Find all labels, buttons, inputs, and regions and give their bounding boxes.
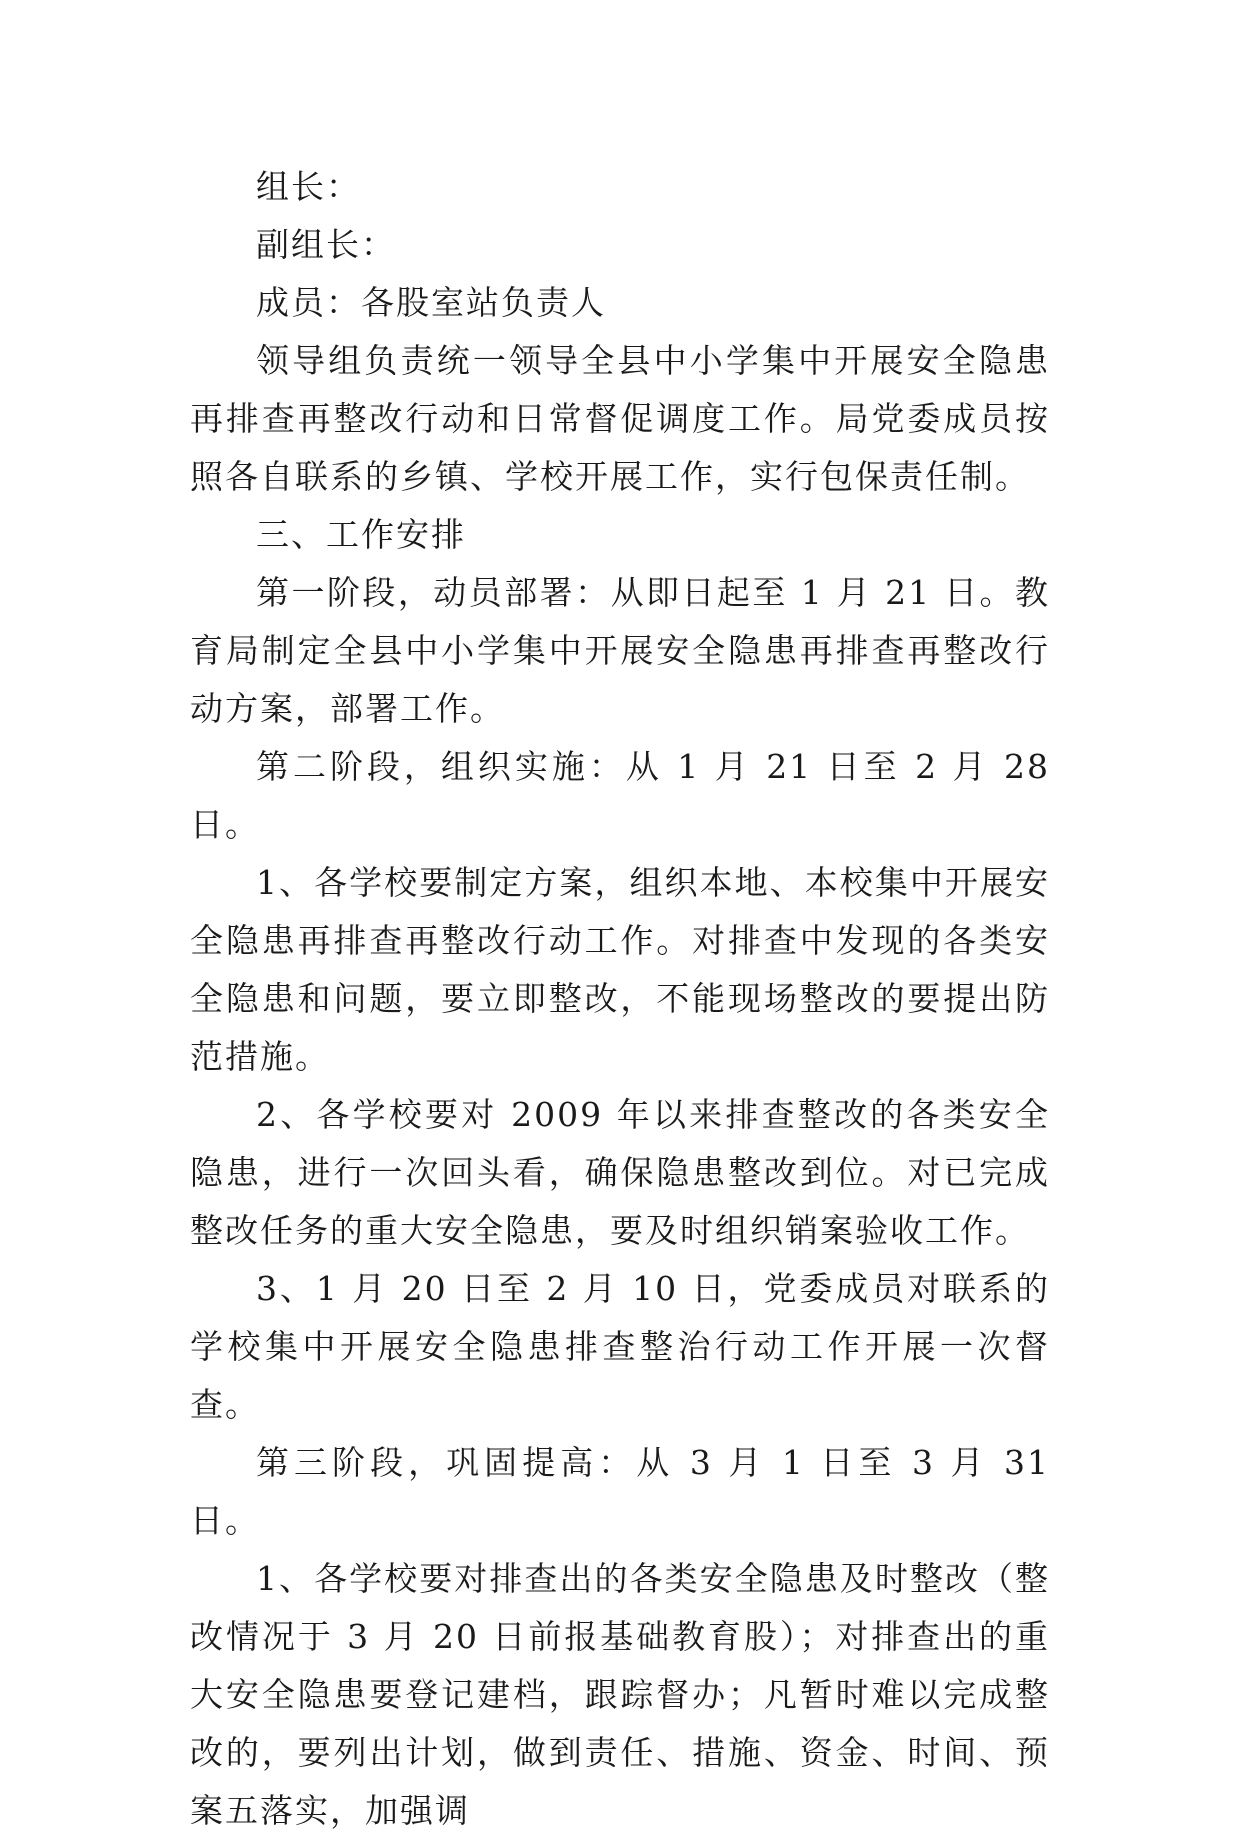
paragraph-phase-two-item-3: 3、1 月 20 日至 2 月 10 日，党委成员对联系的学校集中开展安全隐患排查整治行动工作开展一次督查。: [190, 1269, 1050, 1424]
paragraph-leadership-duty: 领导组负责统一领导全县中小学集中开展安全隐患再排查再整改行动和日常督促调度工作。局党委成员按照各自联系的乡镇、学校开展工作，实行包保责任制。: [190, 341, 1050, 496]
paragraph-phase-two-item-1: 1、各学校要制定方案，组织本地、本校集中开展安全隐患再排查再整改行动工作。对排查中发现的各类安全隐患和问题，要立即整改，不能现场整改的要提出防范措施。: [190, 863, 1050, 1076]
document-body: [190, 158, 1050, 1840]
paragraph-phase-two-item-2: 2、各学校要对 2009 年以来排查整改的各类安全隐患，进行一次回头看，确保隐患整改到位。对已完成整改任务的重大安全隐患，要及时组织销案验收工作。: [190, 1095, 1050, 1250]
paragraph-team-leader: 组长：: [256, 167, 361, 206]
section-heading-work-arrangement: 三、工作安排: [256, 515, 466, 554]
paragraph-phase-three-item-1: 1、各学校要对排查出的各类安全隐患及时整改（整改情况于 3 月 20 日前报基础教育股）；对排查出的重大安全隐患要登记建档，跟踪督办；凡暂时难以完成整改的，要列出计划，做到责任、措施、资金、时间、预案五落实，加强调: [190, 1559, 1050, 1830]
paragraph-members: 成员：各股室站负责人: [256, 283, 606, 322]
paragraph-deputy-leader: 副组长：: [256, 225, 396, 264]
paragraph-phase-one: 第一阶段，动员部署：从即日起至 1 月 21 日。教育局制定全县中小学集中开展安全隐患再排查再整改行动方案，部署工作。: [190, 573, 1050, 728]
paragraph-phase-two: 第二阶段，组织实施：从 1 月 21 日至 2 月 28 日。: [190, 747, 1050, 844]
paragraph-phase-three: 第三阶段，巩固提高：从 3 月 1 日至 3 月 31 日。: [190, 1443, 1050, 1540]
